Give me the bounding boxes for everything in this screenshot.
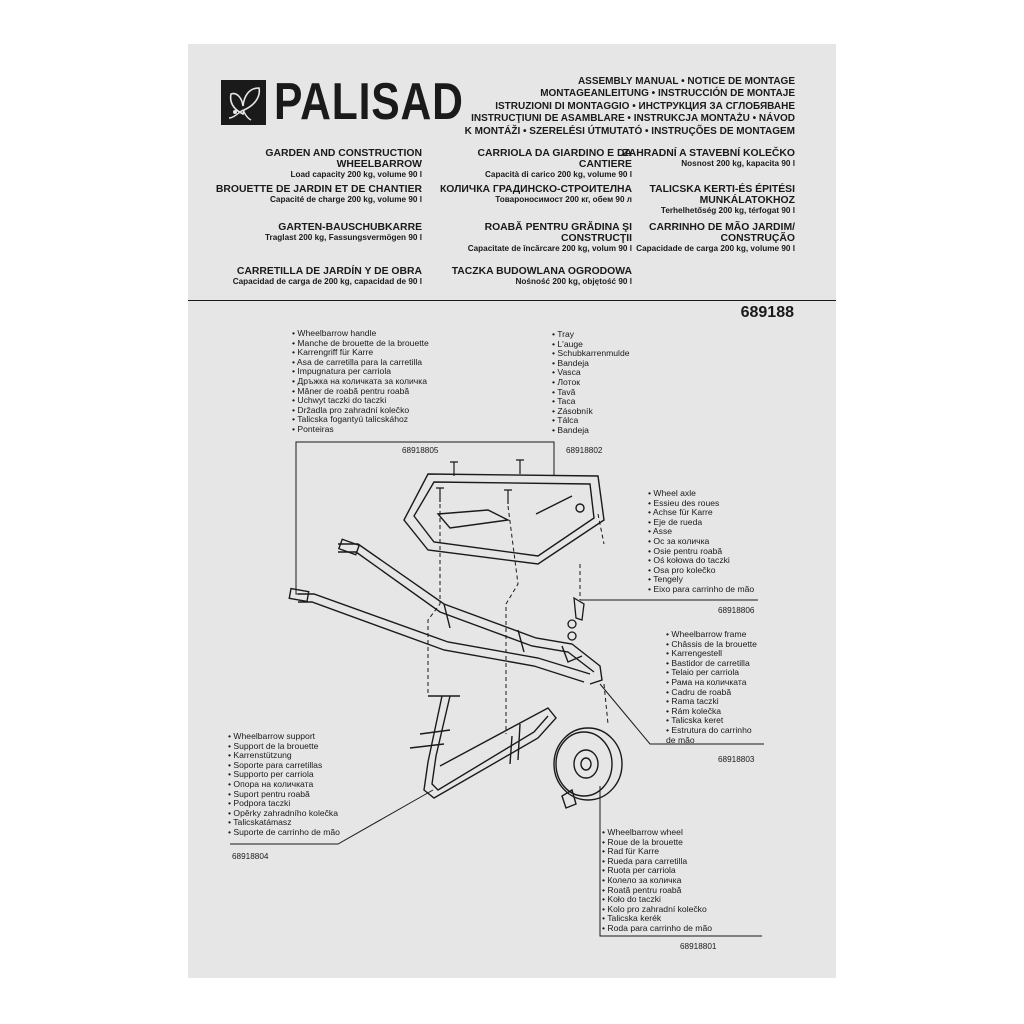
manual-title-line: INSTRUCŢIUNI DE ASAMBLARE • INSTRUKCJA MONTAŻU • NÁVOD	[471, 113, 795, 125]
manual-title-line: ASSEMBLY MANUAL • NOTICE DE MONTAGE	[577, 76, 795, 87]
product-es: CARRETILLA DE JARDÍN Y DE OBRA Capacidad de carga de 200 kg, capacidad de 90 l	[232, 266, 422, 286]
handle-leader-line	[296, 442, 428, 594]
axle-shape	[568, 598, 584, 640]
handles-shape	[289, 539, 602, 684]
product-pt: CARRINHO DE MÃO JARDIM/ CONSTRUÇÃO Capacidade de carga 200 kg, volume 90 l	[636, 222, 795, 253]
wheel-part-code: 68918801	[680, 942, 717, 951]
frame-part-code: 68918803	[718, 755, 755, 764]
product-en: GARDEN AND CONSTRUCTION WHEELBARROW Load capacity 200 kg, volume 90 l	[265, 148, 422, 179]
frame-label-list: • Wheelbarrow frame • Châssis de la brouette • Karrengestell • Bastidor de carretilla • Telaio per carriola • Рама на количката • Cadru de roabă • Rama taczki • Rám kolečka • Talicska keret • Estrutura do carrinho de mão	[666, 629, 757, 745]
manual-sheet	[188, 44, 836, 978]
tray-part-code: 68918802	[566, 446, 603, 455]
wheel-label-list: • Wheelbarrow wheel • Roue de la brouette • Rad für Karre • Rueda para carretilla • Ruota per carriola • Колело за количка • Roată pentru roabă • Koło do taczki • Kolo pro zahradní kolečko • Talicska kerék • Roda para carrinho de mão	[602, 827, 713, 933]
axle-part-code: 68918806	[718, 606, 755, 615]
tray-leader-line	[428, 442, 554, 476]
brand-name: PALISAD	[274, 73, 464, 131]
tray-label-list: • Tray • L'auge • Schubkarrenmulde • Bandeja • Vasca • Лоток • Tavă • Taca • Zásobník • Tálca • Bandeja	[552, 329, 630, 435]
product-cz: ZAHRADNÍ A STAVEBNÍ KOLEČKO Nosnost 200 kg, kapacita 90 l	[622, 148, 795, 168]
product-hu: TALICSKA KERTI-ÉS ÉPITÉSI MUNKÁLATOKHOZ Terhelhetőség 200 kg, térfogat 90 l	[649, 184, 795, 215]
handle-part-code: 68918805	[402, 446, 439, 455]
handle-label-list: • Wheelbarrow handle • Manche de brouette de la brouette • Karrengriff für Karre • Asa de carretilla para la carretilla • Impugnatura per carriola • Дръжка на количката за количка • Mâner de roabă pentru roabă • Uchwyt taczki do taczki • Držadla pro zahradní kolečko • Talicska fogantyú talicskához • Ponteiras	[292, 328, 429, 434]
manual-title-line: MONTAGEANLEITUNG • INSTRUCCIÓN DE MONTAJE	[540, 88, 795, 100]
product-ro: ROABĂ PENTRU GRĂDINA ŞI CONSTRUCŢII Capacitate de încărcare 200 kg, volum 90 l	[467, 222, 632, 253]
product-bg: КОЛИЧКА ГРАДИНСКО-СТРОИТЕЛНА Товароносимост 200 кг, обем 90 л	[439, 184, 632, 204]
manual-title-line: K MONTÁŽI • SZERELÉSI ÚTMUTATÓ • INSTRUÇÕES DE MONTAGEM	[464, 125, 795, 137]
product-it: CARRIOLA DA GIARDINO E DA CANTIERE Capacità di carico 200 kg, volume 90 l	[477, 148, 632, 179]
article-number: 689188	[740, 304, 794, 321]
manual-title-line: ISTRUZIONI DI MONTAGGIO • ИНСТРУКЦИЯ ЗА СГЛОБЯВАНЕ	[495, 100, 795, 112]
product-fr: BROUETTE DE JARDIN ET DE CHANTIER Capacité de charge 200 kg, volume 90 l	[215, 184, 422, 204]
product-de: GARTEN-BAUSCHUBKARRE Traglast 200 kg, Fassungsvermögen 90 l	[265, 222, 422, 242]
wheel-shape	[554, 728, 622, 808]
axle-label-list: • Wheel axle • Essieu des roues • Achse für Karre • Eje de rueda • Asse • Ос за количка • Osie pentru roabă • Oś kołowa do taczki • Osa pro kolečko • Tengely • Eixo para carrinho de mão	[648, 488, 755, 594]
support-label-list: • Wheelbarrow support • Support de la brouette • Karrenstützung • Soporte para carretillas • Supporto per carriola • Опора на количката • Suport pentru roabă • Podpora taczki • Opěrky zahradního kolečka • Talicskatámasz • Suporte de carrinho de mão	[228, 731, 340, 837]
product-pl: TACZKA BUDOWLANA OGRODOWA Nośność 200 kg, objętość 90 l	[451, 266, 632, 286]
support-part-code: 68918804	[232, 852, 269, 861]
support-shape	[410, 696, 556, 798]
tray-shape	[404, 474, 604, 564]
